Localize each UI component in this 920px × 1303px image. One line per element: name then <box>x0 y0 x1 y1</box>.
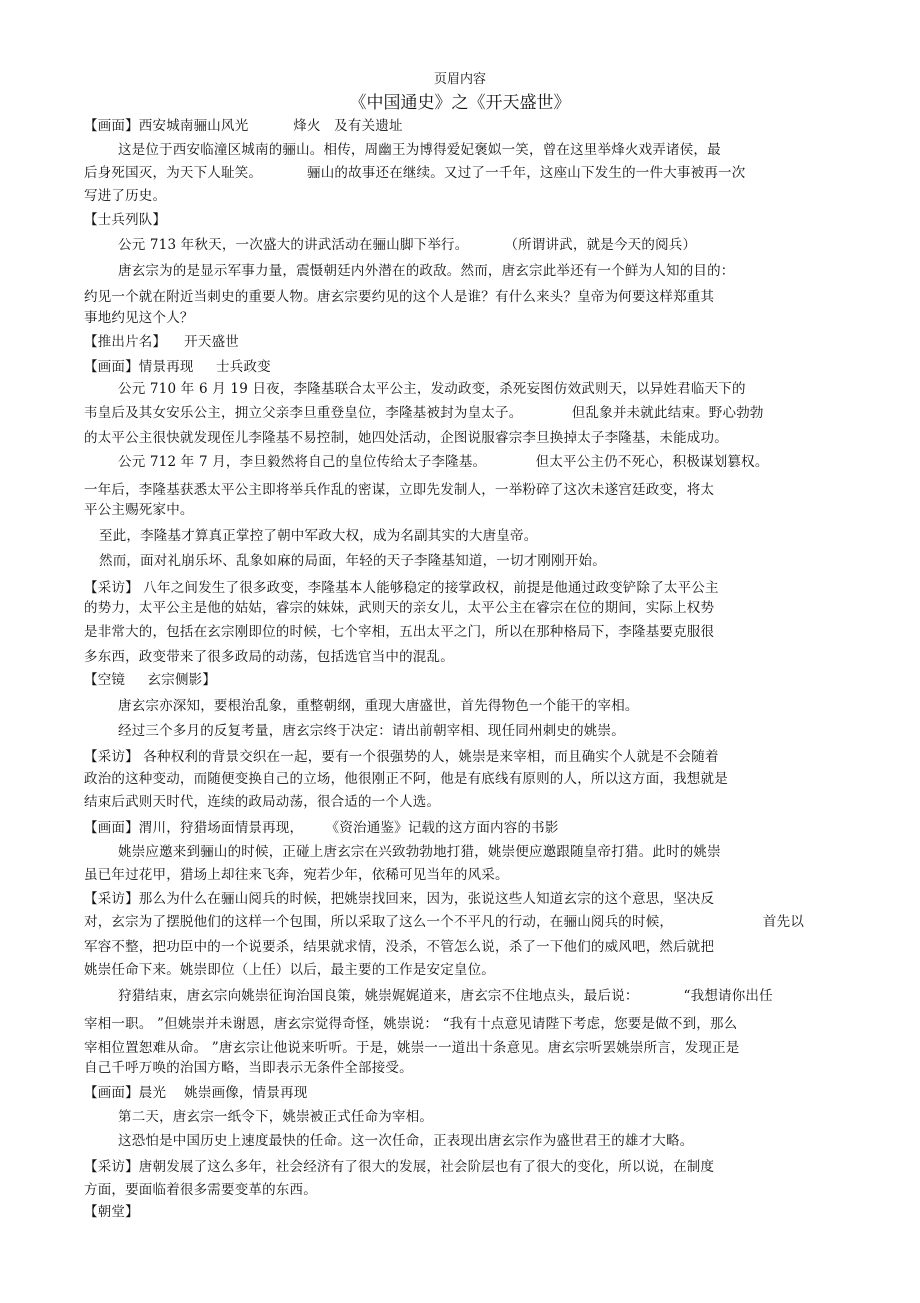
text-line: 至此，李隆基才算真正掌控了朝中军政大权，成为名副其实的大唐皇帝。 <box>99 528 538 544</box>
text-line: 结束后武则天时代，连续的政局动荡，很合适的一个人选。 <box>84 794 441 810</box>
section-label-line: 【推出片名】 开天盛世 <box>84 334 239 350</box>
section-label-line: 【朝堂】 <box>84 1204 139 1220</box>
section-label-line: 【采访】那么为什么在骊山阅兵的时候，把姚崇找回来，因为，张说这些人知道玄宗的这个意思，坚决反 <box>84 891 715 907</box>
page-header: 页眉内容 <box>433 72 486 87</box>
text-line: 后身死国灭，为天下人耻笑。 骊山的故事还在继续。又过了一千年，这座山下发生的一件大事被再一次 <box>84 165 746 181</box>
text-line: 对，玄宗为了摆脱他们的这样一个包围，所以采取了这么一个不平凡的行动，在骊山阅兵的时候， 首先以 <box>84 914 805 930</box>
text-line: 多东西，政变带来了很多政局的动荡，包括选官当中的混乱。 <box>84 649 454 665</box>
text-line: 宰相位置恕难从命。 ”唐玄宗让他说来听听。于是，姚崇一一道出十条意见。唐玄宗听罢姚崇所言，发现正是 <box>84 1040 740 1056</box>
text-line: 韦皇后及其女安乐公主，拥立父亲李旦重登皇位，李隆基被封为皇太子。 但乱象并未就此结束。野心勃勃 <box>84 405 764 421</box>
text-line: 唐玄宗为的是显示军事力量，震慑朝廷内外潜在的政敌。然而，唐玄宗此举还有一个鲜为人知的目的： <box>118 263 735 279</box>
text-line: 约见一个就在附近当刺史的重要人物。唐玄宗要约见的这个人是谁？有什么来头？皇帝为何要这样郑重其 <box>84 289 715 305</box>
text-line: 方面，要面临着很多需要变革的东西。 <box>84 1182 317 1198</box>
text-line: 姚崇应邀来到骊山的时候，正碰上唐玄宗在兴致勃勃地打猎，姚崇便应邀跟随皇帝打猎。此时的姚崇 <box>118 844 721 860</box>
section-label-line: 【采访】唐朝发展了这么多年，社会经济有了很大的发展，社会阶层也有了很大的变化，所以说，在制度 <box>84 1159 715 1175</box>
document-title: 《中国通史》之《开天盛世》 <box>349 93 571 113</box>
section-label-line: 【采访】 各种权利的背景交织在一起，要有一个很强势的人，姚崇是来宰相，而且确实个人就是不会随着 <box>84 749 719 765</box>
text-line: 唐玄宗亦深知，要根治乱象，重整朝纲，重现大唐盛世，首先得物色一个能干的宰相。 <box>118 698 639 714</box>
text-line: 的太平公主很快就发现侄儿李隆基不易控制，她四处活动，企图说服睿宗李旦换掉太子李隆基，未能成功。 <box>84 430 728 446</box>
text-line: 狩猎结束，唐玄宗向姚崇征询治国良策，姚崇娓娓道来，唐玄宗不住地点头，最后说： “我想请你出任 <box>118 988 773 1004</box>
text-line: 姚崇任命下来。姚崇即位（上任）以后，最主要的工作是安定皇位。 <box>84 962 495 978</box>
text-line: 宰相一职。 ”但姚崇并未谢恩，唐玄宗觉得奇怪，姚崇说： “我有十点意见请陛下考虑，您要是做不到，那么 <box>84 1016 738 1032</box>
text-line: 然而，面对礼崩乐坏、乱象如麻的局面，年轻的天子李隆基知道，一切才刚刚开始。 <box>99 553 606 569</box>
section-label-line: 【画面】晨光 姚崇画像，情景再现 <box>84 1085 308 1101</box>
section-label-line: 【画面】渭川，狩猎场面情景再现， 《资治通鉴》记载的这方面内容的书影 <box>84 820 559 836</box>
section-label-line: 【画面】情景再现 士兵政变 <box>84 359 271 375</box>
text-line: 这恐怕是中国历史上速度最快的任命。这一次任命，正表现出唐玄宗作为盛世君王的雄才大略。 <box>118 1133 694 1149</box>
text-line: 写进了历史。 <box>84 188 167 204</box>
text-line: 公元 710 年 6 月 19 日夜，李隆基联合太平公主，发动政变，杀死妄图仿效武则天，以异姓君临天下的 <box>118 381 746 397</box>
section-label-line: 【空镜 玄宗侧影】 <box>84 672 217 688</box>
section-label-line: 【画面】西安城南骊山风光 烽火 及有关遗址 <box>84 118 403 134</box>
section-label-line: 【采访】 八年之间发生了很多政变，李隆基本人能够稳定的接掌政权，前提是他通过政变铲除了太平公主 <box>84 580 719 596</box>
text-line: 虽已年过花甲，猎场上却往来飞奔，宛若少年，依稀可见当年的风采。 <box>84 867 509 883</box>
text-line: 政治的这种变动，而随便变换自己的立场，他很刚正不阿，他是有底线有原则的人，所以这方面，我想就是 <box>84 771 728 787</box>
text-line: 的势力，太平公主是他的姑姑，睿宗的妹妹，武则天的亲女儿，太平公主在睿宗在位的期间，实际上权势 <box>84 600 715 616</box>
text-line: 第二天，唐玄宗一纸令下，姚崇被正式任命为宰相。 <box>118 1109 434 1125</box>
text-line: 这是位于西安临潼区城南的骊山。相传，周幽王为博得爱妃褒姒一笑，曾在这里举烽火戏弄诸侯，最 <box>118 142 721 158</box>
text-line: 事地约见这个人？ <box>84 310 194 326</box>
text-line: 一年后，李隆基获悉太平公主即将举兵作乱的密谋，立即先发制人，一举粉碎了这次未遂宫廷政变，将太 <box>84 482 715 498</box>
text-line: 公元 713 年秋天，一次盛大的讲武活动在骊山脚下举行。 （所谓讲武，就是今天的阅兵） <box>118 237 697 253</box>
section-label-line: 【士兵列队】 <box>84 212 167 228</box>
text-line: 经过三个多月的反复考量，唐玄宗终于决定：请出前朝宰相、现任同州刺史的姚崇。 <box>118 723 625 739</box>
text-line: 是非常大的，包括在玄宗刚即位的时候，七个宰相，五出太平之门，所以在那种格局下，李隆基要克服很 <box>84 624 715 640</box>
text-line: 公元 712 年 7 月，李旦毅然将自己的皇位传给太子李隆基。 但太平公主仍不死心，积极谋划篡权。 <box>118 454 769 470</box>
text-line: 自己千呼万唤的治国方略，当即表示无条件全部接受。 <box>84 1060 413 1076</box>
text-line: 平公主赐死家中。 <box>84 502 194 518</box>
text-line: 军容不整，把功臣中的一个说要杀，结果就求情，没杀，不管怎么说，杀了一下他们的威风吧，然后就把 <box>84 939 715 955</box>
